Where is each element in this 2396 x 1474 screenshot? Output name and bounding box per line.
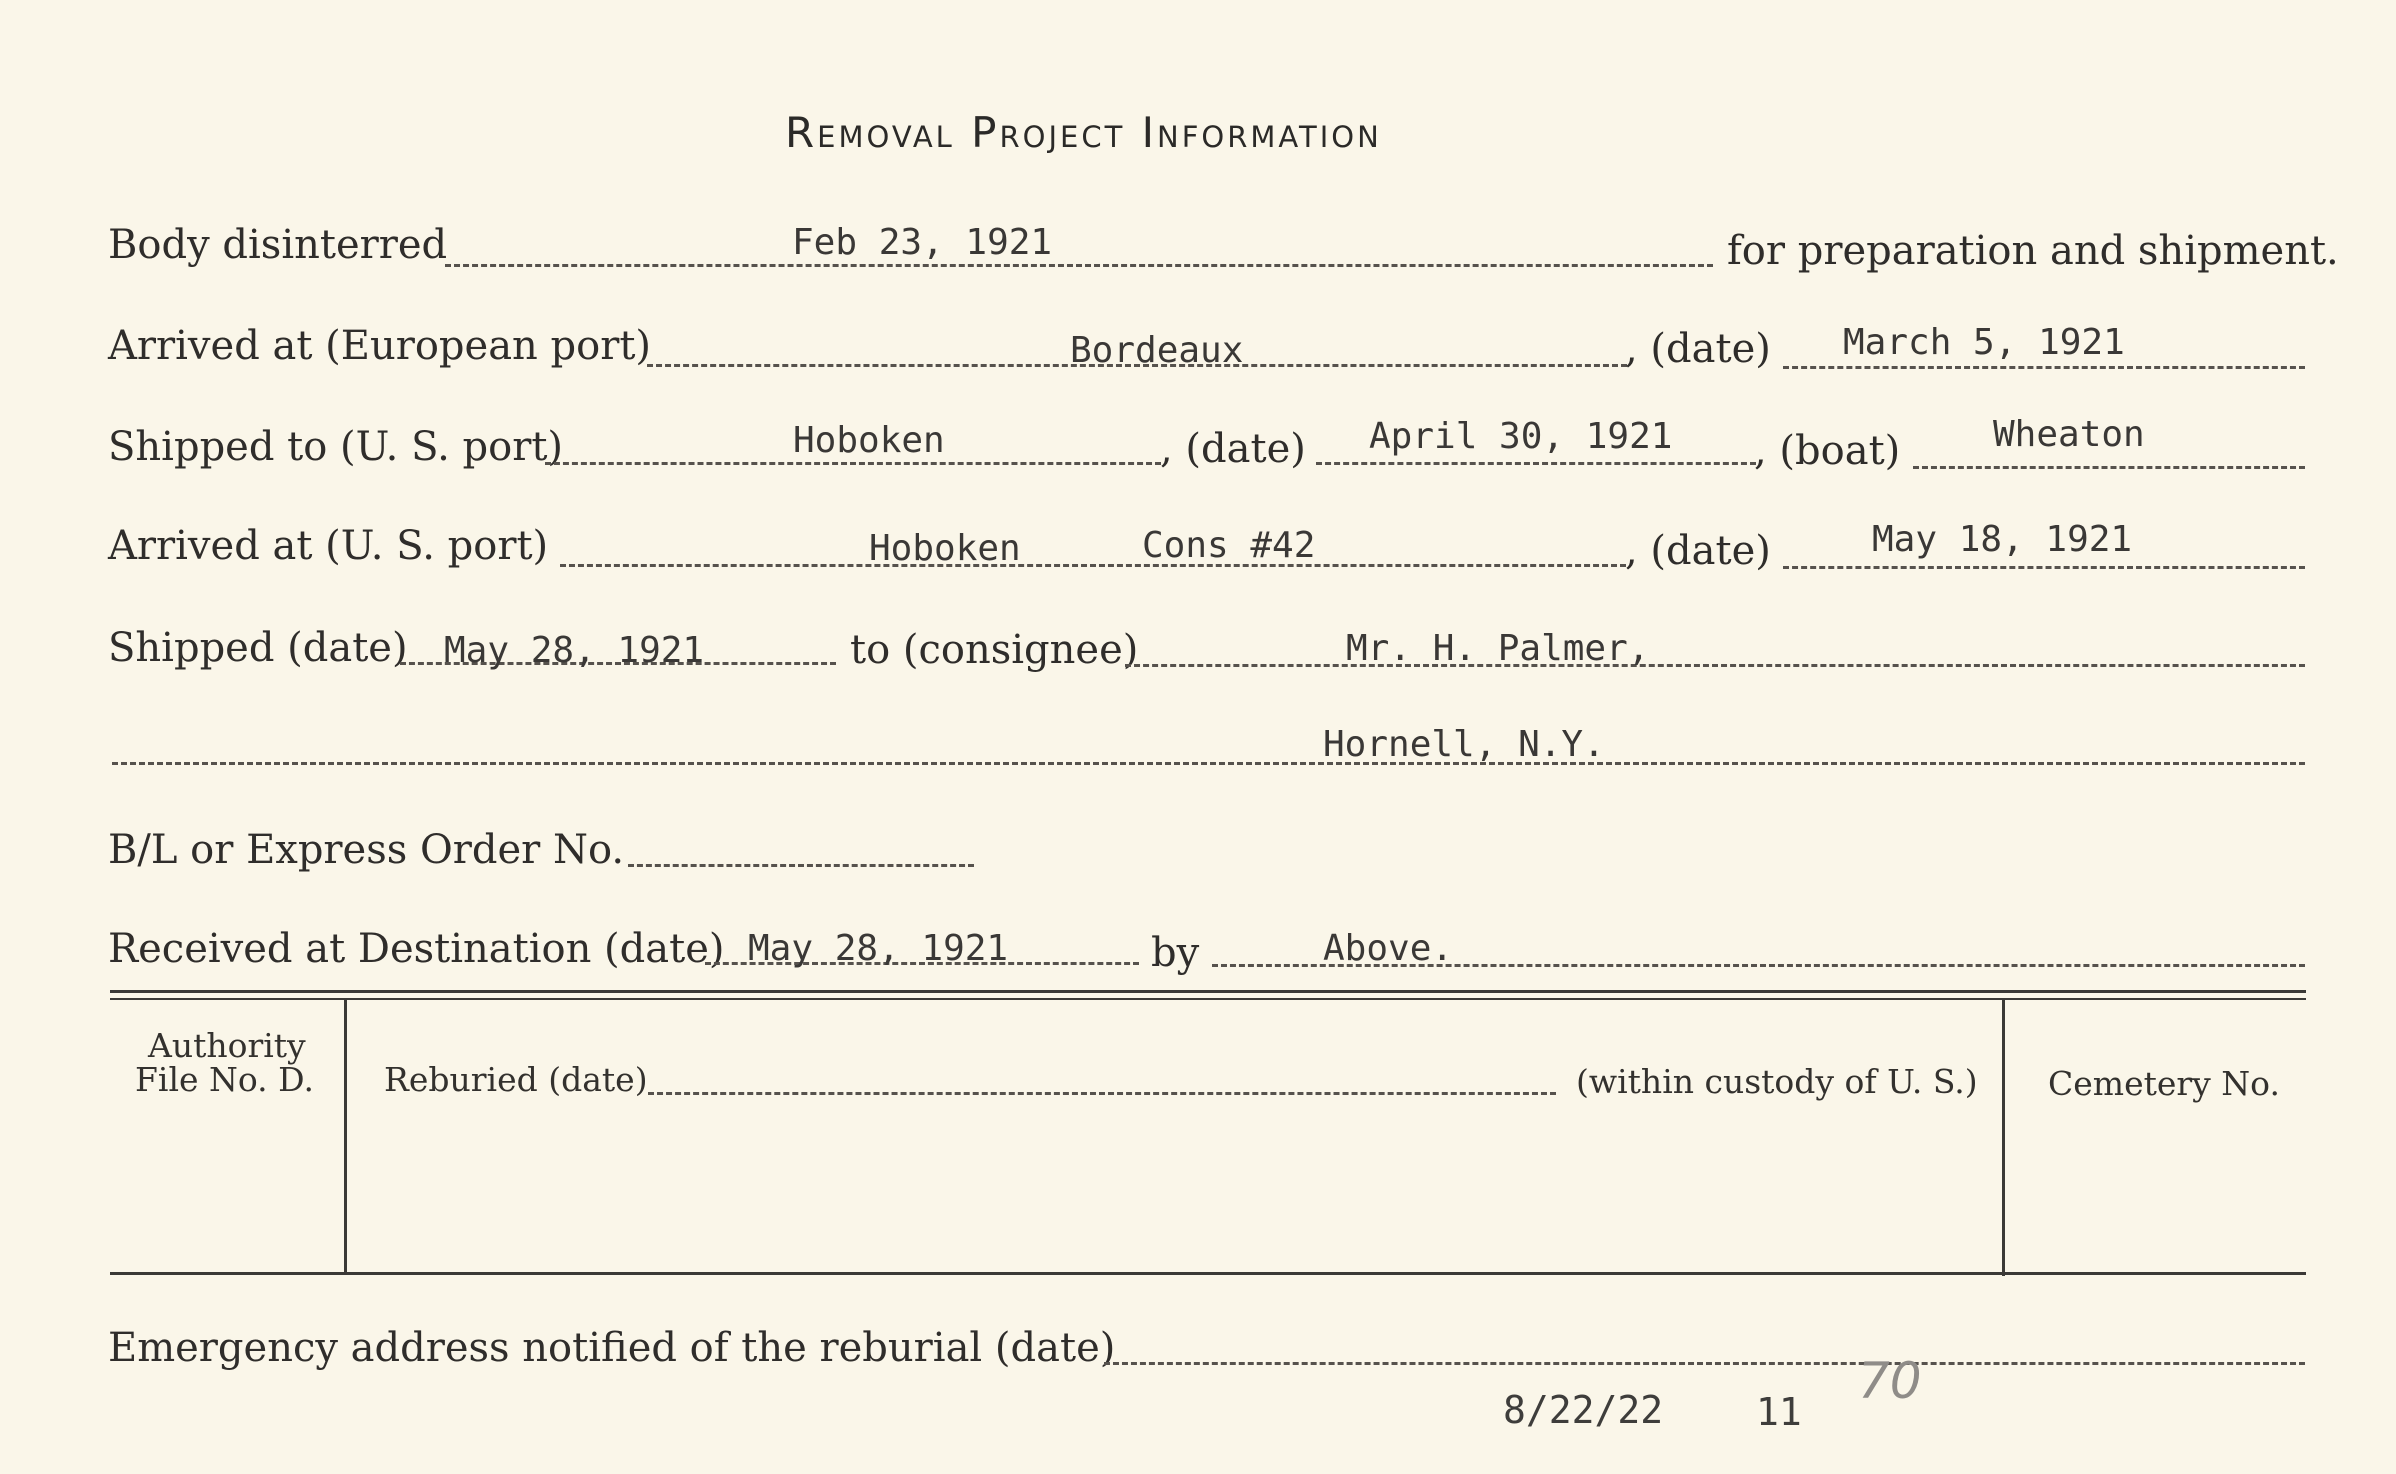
disinterred-line [445, 264, 1713, 267]
box-divider-left [344, 1000, 347, 1272]
bl-line [628, 864, 974, 867]
us-arrived-date-line [1783, 566, 2305, 569]
bl-label: B/L or Express Order No. [108, 827, 625, 873]
box-bottom-rule [110, 1272, 2306, 1275]
shipped-date: May 28, 1921 [444, 630, 705, 671]
consignee-line [1125, 664, 2305, 667]
custody-label: (within custody of U. S.) [1576, 1062, 1978, 1101]
consignee-name: Mr. H. Palmer, [1346, 628, 1650, 669]
box-top-rule-2 [110, 998, 2306, 1000]
us-port-shipped-line [545, 462, 1161, 465]
us-port-arrived-line [560, 564, 1626, 567]
us-arrived-date: May 18, 1921 [1872, 519, 2133, 560]
card-title: Removal Project Information [785, 108, 1382, 157]
european-port-value: Bordeaux [1070, 330, 1244, 371]
pencil-note: 70 [1858, 1352, 1922, 1410]
reburied-line [648, 1092, 1556, 1095]
consolidation-number: Cons #42 [1142, 525, 1316, 566]
received-by: Above. [1323, 928, 1454, 969]
stamp-date: 8/22/22 [1503, 1388, 1664, 1432]
box-divider-right [2002, 1000, 2005, 1276]
reburied-label: Reburied (date) [384, 1060, 648, 1099]
emergency-line [1104, 1362, 2305, 1365]
disinterred-label: Body disinterred [108, 222, 448, 268]
boat-label: , (boat) [1754, 428, 1901, 474]
us-shipped-date-line [1316, 462, 1756, 465]
european-date-label: , (date) [1625, 326, 1771, 372]
cemetery-label: Cemetery No. [2048, 1064, 2280, 1103]
us-port-shipped-label: Shipped to (U. S. port) [108, 424, 563, 470]
shipped-date-label: Shipped (date) [108, 625, 408, 671]
authority-label-2: File No. D. [135, 1060, 314, 1099]
consignee-address: Hornell, N.Y. [1323, 724, 1605, 765]
consignee-address-line [112, 762, 2305, 765]
european-date: March 5, 1921 [1843, 322, 2125, 363]
received-by-label: by [1151, 930, 1200, 976]
us-shipped-date-label: , (date) [1160, 426, 1306, 472]
box-top-rule-1 [110, 990, 2306, 993]
boat-line [1913, 466, 2305, 469]
us-arrived-date-label: , (date) [1625, 528, 1771, 574]
stamp-code: 11 [1756, 1390, 1802, 1434]
consignee-label: to (consignee) [850, 627, 1139, 673]
european-port-label: Arrived at (European port) [108, 323, 652, 369]
received-label: Received at Destination (date) [108, 926, 725, 972]
us-shipped-date: April 30, 1921 [1369, 416, 1673, 457]
disinterred-suffix: for preparation and shipment. [1727, 228, 2339, 274]
us-port-arrived-label: Arrived at (U. S. port) [108, 523, 549, 569]
boat-value: Wheaton [1993, 414, 2145, 455]
authority-label-1: Authority [148, 1026, 306, 1065]
european-date-line [1783, 366, 2305, 369]
received-date: May 28, 1921 [748, 928, 1009, 969]
us-port-shipped-value: Hoboken [793, 420, 945, 461]
disinterred-date: Feb 23, 1921 [792, 222, 1053, 263]
emergency-label: Emergency address notified of the reburial (date) [108, 1325, 1116, 1371]
us-port-arrived-value: Hoboken [869, 528, 1021, 569]
